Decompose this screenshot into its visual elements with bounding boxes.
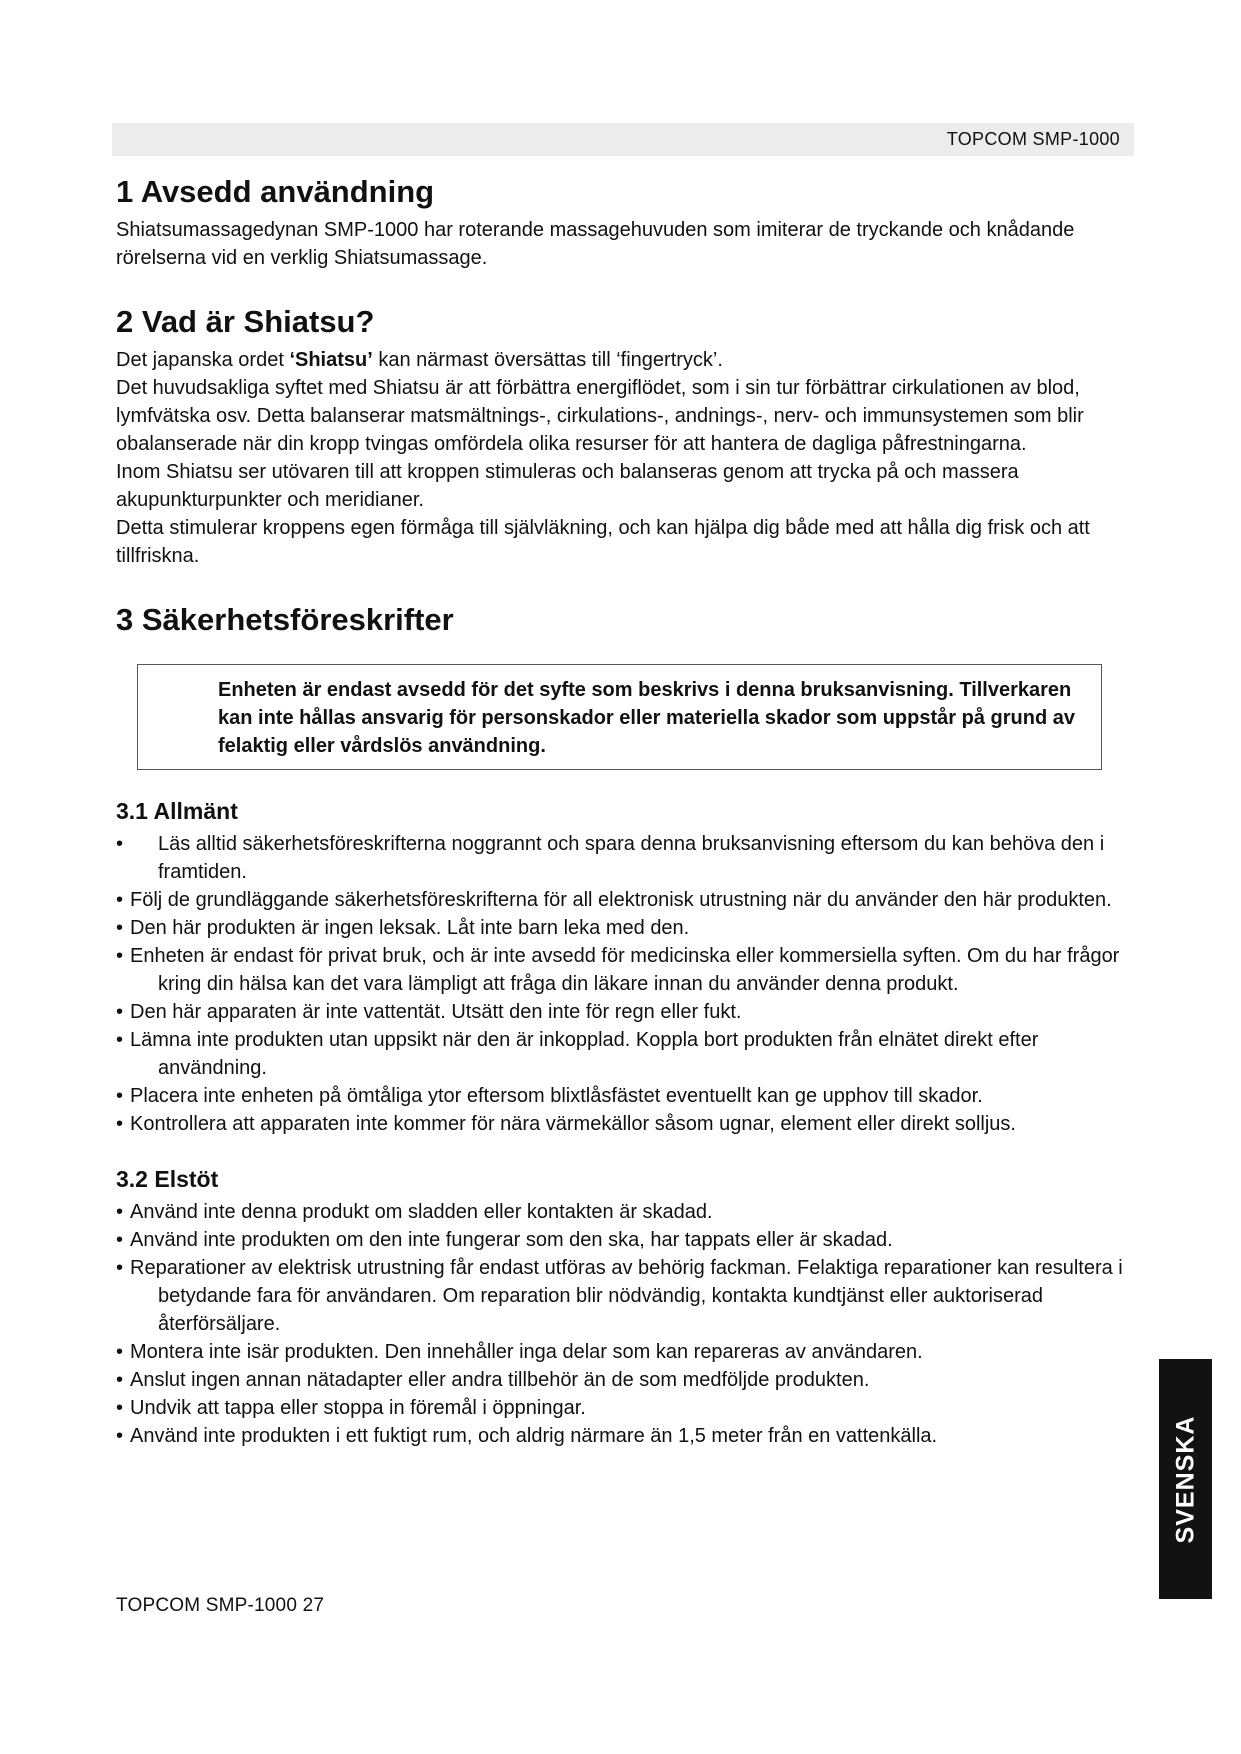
list-item: • Anslut ingen annan nätadapter eller andra tillbehör än de som medföljde produkten. bbox=[116, 1366, 1126, 1394]
bullet: • bbox=[116, 889, 124, 911]
bullet: • bbox=[116, 1369, 124, 1391]
list-item: • Den här apparaten är inte vattentät. Utsätt den inte för regn eller fukt. bbox=[116, 998, 1126, 1026]
bullet: • bbox=[116, 1029, 124, 1051]
bullet: • bbox=[116, 917, 124, 939]
section-2-paragraph-3: Inom Shiatsu ser utövaren till att kroppen stimuleras och balanseras genom att trycka på och massera akupunkturpunkter och meridianer. bbox=[116, 461, 1019, 511]
list-item: • Följ de grundläggande säkerhetsföreskrifterna för all elektronisk utrustning när du använder den här produkten. bbox=[116, 886, 1126, 914]
list-item: • Lämna inte produkten utan uppsikt när den är inkopplad. Koppla bort produkten från elnätet direkt efter användning. bbox=[116, 1026, 1126, 1082]
bullet: • bbox=[116, 1397, 124, 1419]
section-3-2-list bbox=[116, 1198, 1126, 1450]
section-3-1-title: 3.1 Allmänt bbox=[116, 798, 238, 824]
bullet: • bbox=[116, 833, 124, 855]
list-item: • Reparationer av elektrisk utrustning får endast utföras av behörig fackman. Felaktiga reparationer kan resultera i betydande fara för användaren. Om reparation blir nödvändig, kontakta kundtjänst eller auktoriserad återförsäljare. bbox=[116, 1254, 1126, 1338]
section-2-paragraph-4: Detta stimulerar kroppens egen förmåga till självläkning, och kan hjälpa dig både med att hålla dig frisk och att tillfriskna. bbox=[116, 517, 1090, 567]
bullet: • bbox=[116, 945, 124, 967]
list-item: • Den här produkten är ingen leksak. Låt inte barn leka med den. bbox=[116, 914, 1126, 942]
list-item: • Läs alltid säkerhetsföreskrifterna noggrannt och spara denna bruksanvisning eftersom du kan behöva den i framtiden. bbox=[116, 830, 1126, 886]
language-tab-label: SVENSKA bbox=[1171, 1415, 1199, 1543]
bullet: • bbox=[116, 1201, 124, 1223]
list-item: • Enheten är endast för privat bruk, och är inte avsedd för medicinska eller kommersiella syften. Om du har frågor kring din hälsa kan det vara lämpligt att fråga din läkare innan du använder denna produkt. bbox=[116, 942, 1126, 998]
bullet: • bbox=[116, 1229, 124, 1251]
list-item: • Undvik att tappa eller stoppa in föremål i öppningar. bbox=[116, 1394, 1126, 1422]
section-1-title: 1 Avsedd användning bbox=[116, 174, 435, 209]
section-3-2-title: 3.2 Elstöt bbox=[116, 1166, 219, 1192]
list-item: • Använd inte denna produkt om sladden eller kontakten är skadad. bbox=[116, 1198, 1126, 1226]
language-tab bbox=[1159, 1359, 1212, 1599]
bullet: • bbox=[116, 1085, 124, 1107]
section-1-body: Shiatsumassagedynan SMP-1000 har roterande massagehuvuden som imiterar de tryckande och knådande rörelserna vid en verklig Shiatsumassage. bbox=[116, 219, 1075, 269]
bullet: • bbox=[116, 1113, 124, 1135]
bullet: • bbox=[116, 1257, 124, 1279]
section-2-paragraph-2: Det huvudsakliga syftet med Shiatsu är att förbättra energiflödet, som i sin tur förbättrar cirkulationen av blod, lymfvätska osv. Detta balanserar matsmältnings-, cirkulations-, andnings-, nerv- och immunsystemen som blir obalanserade när din kropp tvingas omfördela olika resurser för att hantera de dagliga påfrestningarna. bbox=[116, 377, 1084, 455]
list-item: • Använd inte produkten i ett fuktigt rum, och aldrig närmare än 1,5 meter från en vattenkälla. bbox=[116, 1422, 1126, 1450]
list-item: • Använd inte produkten om den inte fungerar som den ska, har tappats eller är skadad. bbox=[116, 1226, 1126, 1254]
bullet: • bbox=[116, 1425, 124, 1447]
section-2-title: 2 Vad är Shiatsu? bbox=[116, 304, 375, 339]
page-footer: TOPCOM SMP-1000 27 bbox=[116, 1595, 325, 1616]
bullet: • bbox=[116, 1001, 124, 1023]
list-item: • Placera inte enheten på ömtåliga ytor eftersom blixtlåsfästet eventuellt kan ge upphov till skador. bbox=[116, 1082, 1126, 1110]
page-header bbox=[112, 123, 1134, 156]
section-2-line1-post: kan närmast översättas till ‘fingertryck’. bbox=[372, 349, 723, 371]
list-item: • Montera inte isär produkten. Den innehåller inga delar som kan repareras av användaren. bbox=[116, 1338, 1126, 1366]
section-3-1-list bbox=[116, 830, 1126, 1138]
safety-notice-box: Enheten är endast avsedd för det syfte som beskrivs i denna bruksanvisning. Tillverkaren kan inte hållas ansvarig för personskador eller materiella skador som uppstår på grund av felaktig eller vårdslös användning. bbox=[137, 664, 1102, 770]
bullet: • bbox=[116, 1341, 124, 1363]
section-2-line1-pre: Det japanska ordet bbox=[116, 349, 290, 371]
section-2-line1 bbox=[116, 346, 1126, 374]
header-label: TOPCOM SMP-1000 bbox=[946, 129, 1120, 149]
section-3-title: 3 Säkerhetsföreskrifter bbox=[116, 602, 454, 637]
list-item: • Kontrollera att apparaten inte kommer för nära värmekällor såsom ugnar, element eller direkt solljus. bbox=[116, 1110, 1126, 1138]
document-body bbox=[116, 172, 1126, 1450]
section-2-line1-term: ‘Shiatsu’ bbox=[289, 349, 373, 371]
